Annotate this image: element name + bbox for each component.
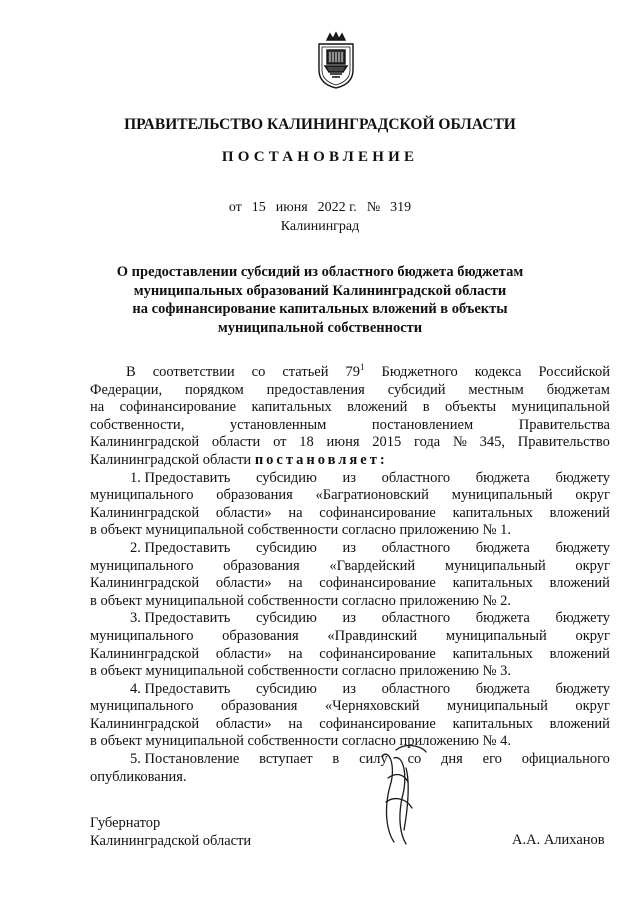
preamble-line (90, 434, 610, 452)
word: 345, (479, 434, 505, 451)
word: бюджету (555, 539, 610, 556)
title-line: муниципальных образований Калининградской области (133, 282, 507, 299)
date-day: 15 (251, 200, 266, 215)
word: муниципальный (445, 627, 547, 644)
word: субсидию (256, 680, 317, 697)
word: вложений (347, 399, 408, 416)
word: установленным (229, 416, 327, 433)
word: областного (381, 680, 451, 697)
word: бюджета (475, 680, 530, 697)
word: на (288, 715, 303, 732)
word: Калининградской (90, 715, 200, 732)
date-year: 2022 г. (317, 200, 357, 215)
word: собственности, (90, 416, 185, 433)
word: № (453, 434, 467, 451)
word: 2. Предоставить (130, 539, 231, 556)
word: Калининградской (90, 645, 200, 662)
word: области (211, 434, 261, 451)
word: области» (215, 715, 272, 732)
word: 5. Постановление (130, 751, 240, 768)
word: Калининградской (90, 504, 200, 521)
word: Калининградской (90, 575, 200, 592)
word: на (288, 575, 303, 592)
city-name: Калининград (280, 219, 360, 234)
clause-line (90, 575, 610, 593)
word: из (342, 539, 356, 556)
clause-line (90, 470, 610, 488)
word: муниципальный (446, 698, 548, 715)
word: капитальных (452, 504, 533, 521)
position-line: Калининградской области (90, 832, 252, 849)
preamble-line (90, 399, 610, 417)
word: муниципальный (451, 487, 553, 504)
word: на (90, 399, 105, 416)
word: «Черняховский (324, 698, 420, 715)
word: дня (441, 751, 463, 768)
word: 2015 (372, 434, 402, 451)
clause-line (90, 540, 610, 558)
word: области» (215, 645, 272, 662)
clause-line: опубликования. (90, 768, 187, 785)
number-sign: № (366, 200, 381, 215)
word: муниципального (90, 487, 194, 504)
clause-4 (90, 681, 610, 751)
word: бюджету (555, 610, 610, 627)
title-line: муниципальной собственности (217, 319, 423, 336)
clause-line (90, 698, 610, 716)
word: округ (575, 557, 610, 574)
clause-3 (90, 610, 610, 680)
clause-line (90, 646, 610, 664)
word: округ (575, 698, 610, 715)
word: от (273, 434, 287, 451)
word: официального (521, 751, 610, 768)
word: субсидий (387, 381, 446, 398)
word: Бюджетного (381, 364, 458, 380)
word: кодекса (474, 364, 522, 380)
preamble-line (90, 452, 610, 470)
date-prefix: от (228, 200, 242, 215)
word: софинансирование (319, 504, 436, 521)
word: софинансирование (319, 645, 436, 662)
clause-line: в объект муниципальной собственности согласно приложению № 1. (90, 522, 511, 539)
word: вложений (549, 645, 610, 662)
word: округ (575, 487, 610, 504)
clause-line (90, 487, 610, 505)
word: силу (359, 751, 388, 768)
date-line (0, 200, 640, 216)
word: бюджету (555, 680, 610, 697)
word: постановлением (371, 416, 474, 433)
word: областного (381, 469, 451, 486)
word: в (422, 399, 430, 416)
word: предоставления (266, 381, 365, 398)
word: округ (575, 627, 610, 644)
document-body (90, 364, 610, 786)
position-line: Губернатор (90, 815, 161, 831)
word: муниципального (90, 627, 194, 644)
word: «Правдинский (327, 627, 418, 644)
word: капитальных (452, 645, 533, 662)
word: капитальных (251, 399, 332, 416)
word: Российской (538, 364, 610, 380)
word: на (288, 645, 303, 662)
word: образования (223, 557, 300, 574)
clause-line (90, 558, 610, 576)
word: софинансирование (119, 399, 237, 416)
word: объекты (445, 399, 497, 416)
title-line: на софинансирование капитальных вложений в объекты (132, 301, 508, 317)
clause-line (90, 751, 610, 769)
decree-keyword: постановляет: (254, 451, 388, 468)
clause-1 (90, 470, 610, 540)
clause-5 (90, 751, 610, 786)
word: образования (220, 698, 298, 715)
word: Правительства (518, 416, 610, 433)
clause-line (90, 716, 610, 734)
word: года (414, 434, 441, 451)
preamble-line (90, 364, 610, 382)
word: муниципального (90, 557, 194, 574)
document-number: 319 (390, 200, 412, 215)
word: вложений (549, 504, 610, 521)
word: бюджету (555, 469, 610, 486)
word: из (342, 680, 356, 697)
word: софинансирование (319, 715, 436, 732)
preamble-line (90, 417, 610, 435)
clause-line: в объект муниципальной собственности согласно приложению № 4. (90, 733, 511, 750)
word: со (407, 751, 422, 768)
word: области» (215, 575, 272, 592)
word: 4. Предоставить (130, 680, 231, 697)
word: образования (222, 627, 299, 644)
word: муниципальный (444, 557, 546, 574)
signatory-position (90, 815, 251, 850)
word: «Багратионовский (315, 487, 429, 504)
word: В (126, 364, 136, 380)
word: порядком (185, 381, 244, 398)
word: Правительство (517, 434, 610, 451)
clause-line (90, 681, 610, 699)
word: его (482, 751, 502, 768)
signatory-name: А.А. Алиханов (512, 832, 605, 848)
preamble-text: Калининградской области (90, 451, 255, 468)
word: муниципальной (511, 399, 610, 416)
word: субсидию (256, 469, 317, 486)
word: «Гвардейский (329, 557, 416, 574)
handwritten-signature (360, 738, 460, 848)
article-number-superscript: 1 (360, 362, 365, 373)
clause-line (90, 505, 610, 523)
word: области» (215, 504, 272, 521)
word: на (288, 504, 303, 521)
word: областного (381, 539, 451, 556)
word: бюджета (475, 469, 530, 486)
word: муниципального (90, 698, 194, 715)
word: вложений (549, 575, 610, 592)
word: июня (326, 434, 360, 451)
word: бюджета (475, 539, 530, 556)
word: в (332, 751, 340, 768)
document-type: ПОСТАНОВЛЕНИЕ (221, 149, 419, 165)
word: из (342, 469, 356, 486)
word: местным (468, 381, 524, 398)
preamble-line (90, 382, 610, 400)
word: областного (381, 610, 451, 627)
word: вложений (549, 715, 610, 732)
government-name: ПРАВИТЕЛЬСТВО КАЛИНИНГРАДСКОЙ ОБЛАСТИ (124, 116, 516, 133)
word: образования (216, 487, 293, 504)
word: 18 (299, 434, 314, 451)
clause-2 (90, 540, 610, 610)
title-line: О предоставлении субсидий из областного бюджета бюджетам (116, 264, 524, 280)
word: капитальных (452, 715, 533, 732)
clause-line: в объект муниципальной собственности согласно приложению № 2. (90, 592, 511, 609)
date-month: июня (275, 200, 308, 215)
article-number-main: 79 (345, 364, 361, 380)
word: статьей (282, 364, 329, 380)
clause-line (90, 610, 610, 628)
word: вступает (259, 751, 313, 768)
word: 1. Предоставить (130, 469, 231, 486)
word: 3. Предоставить (130, 610, 231, 627)
word: Федерации, (90, 381, 163, 398)
word: со (251, 364, 266, 380)
clause-line (90, 628, 610, 646)
word: капитальных (452, 575, 533, 592)
word: бюджета (475, 610, 530, 627)
article-number (346, 364, 365, 382)
word: бюджетам (546, 381, 610, 398)
word: софинансирование (319, 575, 436, 592)
word: соответствии (152, 364, 235, 380)
word: Калининградской (90, 434, 200, 451)
clause-line: в объект муниципальной собственности согласно приложению № 3. (90, 663, 511, 680)
coat-of-arms-emblem (313, 30, 359, 90)
document-title (0, 263, 640, 337)
word: субсидию (256, 539, 317, 556)
word: из (342, 610, 356, 627)
word: субсидию (256, 610, 317, 627)
